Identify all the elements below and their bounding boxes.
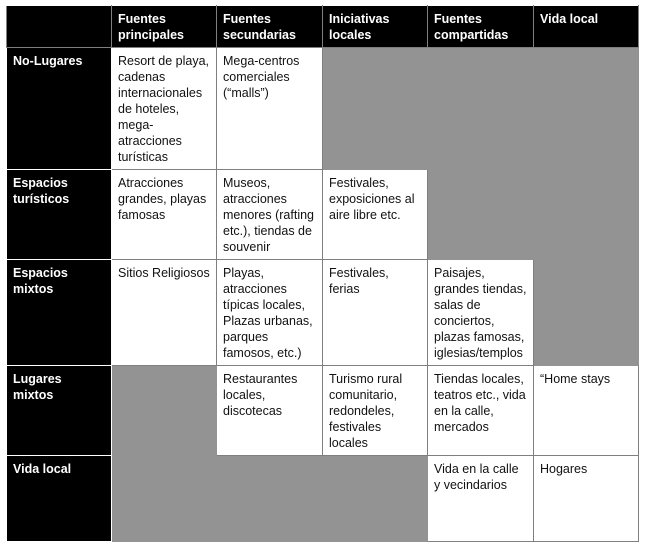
table-cell: Tiendas locales, teatros etc., vida en la calle, mercados [428,366,534,456]
table-cell: “Home stays [534,366,639,456]
table-cell: Paisajes, grandes tiendas, salas de conciertos, plazas famosas, iglesias/templos [428,260,534,366]
column-header: Fuentes compartidas [428,6,534,48]
corner-cell [7,6,112,48]
table-row [7,48,639,170]
empty-cell [323,48,428,170]
empty-cell [534,170,639,260]
table-row [7,366,639,456]
table-cell: Hogares [534,456,639,542]
empty-cell [323,456,428,542]
table-cell: Atracciones grandes, playas famosas [112,170,217,260]
table-cell: Vida en la calle y vecindarios [428,456,534,542]
table-cell: Restaurantes locales, discotecas [217,366,323,456]
header-row [7,6,639,48]
empty-cell [217,456,323,542]
table-cell: Museos, atracciones menores (rafting etc.), tiendas de souvenir [217,170,323,260]
column-header: Iniciativas locales [323,6,428,48]
table-cell: Festivales, ferias [323,260,428,366]
table-cell: Resort de playa, cadenas internacionales de hoteles, mega-atracciones turísticas [112,48,217,170]
column-header: Vida local [534,6,639,48]
row-header: No-Lugares [7,48,112,170]
table-cell: Sitios Religiosos [112,260,217,366]
empty-cell [534,260,639,366]
table-cell: Turismo rural comunitario, redondeles, festivales locales [323,366,428,456]
row-header: Lugares mixtos [7,366,112,456]
column-header: Fuentes secundarias [217,6,323,48]
table-row [7,260,639,366]
row-header: Espacios mixtos [7,260,112,366]
column-header: Fuentes principales [112,6,217,48]
comparison-table-container [6,5,639,542]
empty-cell [534,48,639,170]
table-cell: Festivales, exposiciones al aire libre etc. [323,170,428,260]
table-row [7,456,639,542]
empty-cell [112,366,217,456]
table-row [7,170,639,260]
tourism-spaces-table [6,5,639,542]
row-header: Vida local [7,456,112,542]
table-cell: Playas, atracciones típicas locales, Plazas urbanas, parques famosos, etc.) [217,260,323,366]
empty-cell [428,48,534,170]
table-cell: Mega-centros comerciales (“malls”) [217,48,323,170]
row-header: Espacios turísticos [7,170,112,260]
empty-cell [112,456,217,542]
empty-cell [428,170,534,260]
